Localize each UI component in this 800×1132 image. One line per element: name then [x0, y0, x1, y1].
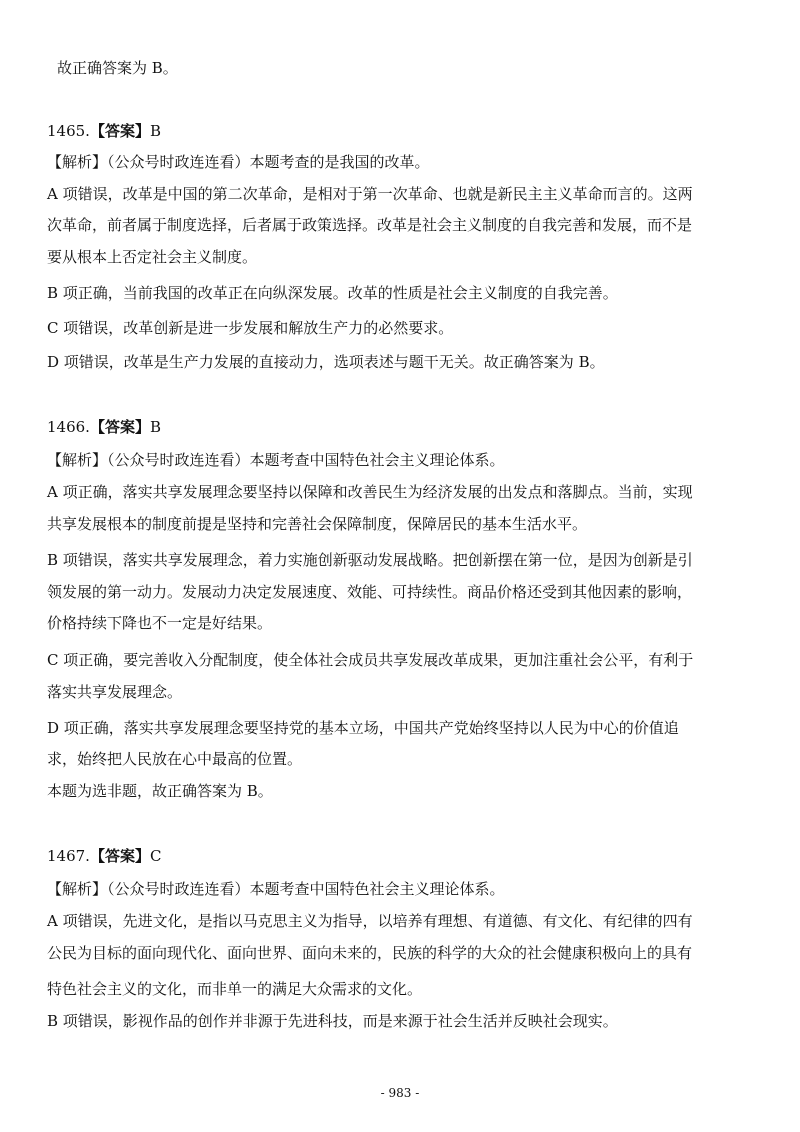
explanation-line: 共享发展根本的制度前提是坚持和完善社会保障制度，保障居民的基本生活水平。	[47, 515, 588, 533]
analysis-heading: 【解析】（公众号时政连连看）本题考查的是我国的改革。	[47, 153, 430, 171]
answer-letter: C	[149, 847, 162, 865]
question-1465-header	[47, 120, 760, 142]
explanation-line: D 项错误，改革是生产力发展的直接动力，选项表述与题干无关。故正确答案为 B。	[47, 353, 605, 371]
explanation-line: 次革命，前者属于制度选择，后者属于政策选择。改革是社会主义制度的自我完善和发展，而不是	[47, 216, 693, 234]
explanation-line: 领发展的第一动力。发展动力决定发展速度、效能、可持续性。商品价格还受到其他因素的影响，	[47, 583, 693, 601]
answer-letter: B	[149, 418, 161, 436]
question-1466-header	[47, 416, 760, 438]
explanation-line: C 项正确，要完善收入分配制度，使全体社会成员共享发展改革成果，更加注重社会公平，有利于	[47, 651, 694, 669]
answer-tag: 【答案】	[89, 122, 150, 140]
explanation-line: A 项错误，先进文化，是指以马克思主义为指导，以培养有理想、有道德、有文化、有纪律的四有	[47, 912, 693, 930]
answer-tag: 【答案】	[89, 418, 150, 436]
explanation-line: 落实共享发展理念。	[47, 683, 183, 701]
analysis-heading: 【解析】（公众号时政连连看）本题考查中国特色社会主义理论体系。	[47, 451, 505, 469]
answer-tag: 【答案】	[89, 847, 150, 865]
answer-letter: B	[149, 122, 161, 140]
explanation-line: B 项错误，落实共享发展理念，着力实施创新驱动发展战略。把创新摆在第一位，是因为创新是引	[47, 551, 693, 569]
explanation-line: C 项错误，改革创新是进一步发展和解放生产力的必然要求。	[47, 319, 454, 337]
question-number: 1466.	[47, 418, 90, 436]
explanation-line: 求，始终把人民放在心中最高的位置。	[47, 750, 303, 768]
explanation-line: D 项正确，落实共享发展理念要坚持党的基本立场，中国共产党始终坚持以人民为中心的价值追	[47, 719, 679, 737]
question-number: 1467.	[47, 847, 90, 865]
explanation-line: 价格持续下降也不一定是好结果。	[47, 614, 273, 632]
page-number: - 983 -	[380, 1086, 420, 1100]
explanation-line: B 项错误，影视作品的创作并非源于先进科技，而是来源于社会生活并反映社会现实。	[47, 1012, 618, 1030]
explanation-line: B 项正确，当前我国的改革正在向纵深发展。改革的性质是社会主义制度的自我完善。	[47, 284, 618, 302]
question-1467-header	[47, 845, 760, 867]
explanation-line: 本题为选非题，故正确答案为 B。	[47, 782, 273, 800]
continuation-line: 故正确答案为 B。	[57, 59, 178, 77]
explanation-line: 要从根本上否定社会主义制度。	[47, 248, 258, 266]
explanation-line: A 项正确，落实共享发展理念要坚持以保障和改善民生为经济发展的出发点和落脚点。当前，实现	[47, 483, 693, 501]
explanation-line: 特色社会主义的文化，而非单一的满足大众需求的文化。	[47, 980, 423, 998]
explanation-line: A 项错误，改革是中国的第二次革命，是相对于第一次革命、也就是新民主主义革命而言的。这两	[47, 185, 693, 203]
analysis-heading: 【解析】（公众号时政连连看）本题考查中国特色社会主义理论体系。	[47, 880, 505, 898]
explanation-line: 公民为目标的面向现代化、面向世界、面向未来的，民族的科学的大众的社会健康积极向上的具有	[47, 944, 693, 962]
question-number: 1465.	[47, 122, 90, 140]
